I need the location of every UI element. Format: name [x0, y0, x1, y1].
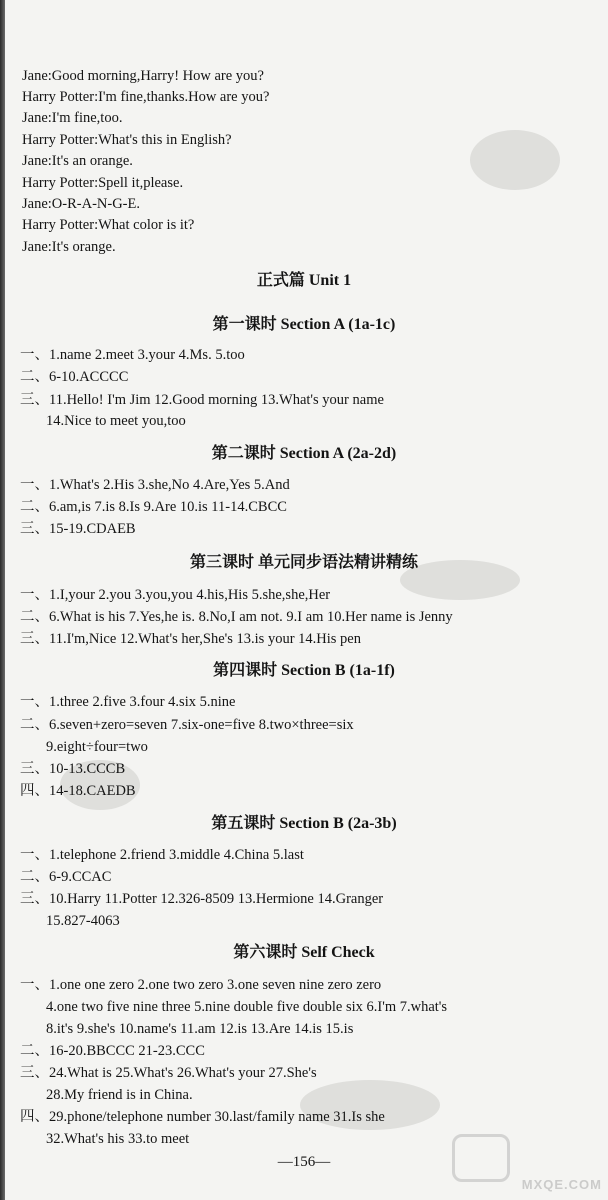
answer-line: 28.My friend is in China.: [46, 1087, 193, 1103]
watermark-text: MXQE.COM: [521, 1177, 602, 1192]
answer-line: 四、14-18.CAEDB: [20, 783, 136, 799]
dialogue-line: Jane:O-R-A-N-G-E.: [22, 196, 140, 212]
answer-line: 三、11.I'm,Nice 12.What's her,She's 13.is your 14.His pen: [20, 631, 361, 647]
answer-line: 一、1.I,your 2.you 3.you,you 4.his,His 5.she,she,Her: [20, 587, 331, 603]
answer-line: 三、10-13.CCCB: [20, 761, 126, 777]
answer-line: 一、1.telephone 2.friend 3.middle 4.China 5.last: [20, 847, 304, 863]
answer-line: 三、15-19.CDAEB: [20, 521, 136, 537]
dialogue-line: Harry Potter:I'm fine,thanks.How are you?: [22, 89, 270, 105]
dialogue-line: Harry Potter:Spell it,please.: [22, 175, 184, 191]
page-number: —156—: [277, 1154, 331, 1170]
answer-line: 一、1.one one zero 2.one two zero 3.one seven nine zero zero: [20, 977, 382, 993]
section-heading: 第一课时 Section A (1a-1c): [212, 316, 396, 333]
answer-line: 四、29.phone/telephone number 30.last/family name 31.Is she: [20, 1109, 385, 1125]
section-heading: 第二课时 Section A (2a-2d): [211, 445, 397, 462]
answer-line: 一、1.What's 2.His 3.she,No 4.Are,Yes 5.And: [20, 477, 290, 493]
answer-line: 二、6-10.ACCCC: [20, 369, 129, 385]
dialogue-line: Harry Potter:What's this in English?: [22, 132, 232, 148]
section-heading: 第六课时 Self Check: [233, 944, 375, 961]
answer-line: 一、1.name 2.meet 3.your 4.Ms. 5.too: [20, 347, 245, 363]
answer-line: 二、16-20.BBCCC 21-23.CCC: [20, 1043, 205, 1059]
watermark-logo: [452, 1132, 602, 1192]
answer-line: 三、11.Hello! I'm Jim 12.Good morning 13.What's your name: [20, 392, 384, 408]
page-edge-shadow: [0, 0, 5, 1200]
answer-line: 二、6.What is his 7.Yes,he is. 8.No,I am not. 9.I am 10.Her name is Jenny: [20, 609, 453, 625]
answer-line: 一、1.three 2.five 3.four 4.six 5.nine: [20, 694, 236, 710]
answer-line: 9.eight÷four=two: [46, 739, 148, 755]
watermark-icon: [452, 1134, 510, 1182]
section-heading: 第五课时 Section B (2a-3b): [211, 815, 397, 832]
answer-line: 32.What's his 33.to meet: [46, 1131, 190, 1147]
section-heading: 第四课时 Section B (1a-1f): [213, 662, 395, 679]
answer-line: 二、6-9.CCAC: [20, 869, 112, 885]
answer-line: 二、6.am,is 7.is 8.Is 9.Are 10.is 11-14.CBCC: [20, 499, 287, 515]
dialogue-line: Jane:I'm fine,too.: [22, 110, 123, 126]
answer-line: 三、24.What is 25.What's 26.What's your 27.She's: [20, 1065, 317, 1081]
paper-speck: [470, 130, 560, 190]
dialogue-line: Harry Potter:What color is it?: [22, 217, 195, 233]
dialogue-line: Jane:It's an orange.: [22, 153, 133, 169]
dialogue-line: Jane:Good morning,Harry! How are you?: [22, 68, 264, 84]
answer-line: 二、6.seven+zero=seven 7.six-one=five 8.two×three=six: [20, 717, 354, 733]
dialogue-line: Jane:It's orange.: [22, 239, 116, 255]
part-title: 正式篇 Unit 1: [256, 272, 352, 289]
answer-line: 8.it's 9.she's 10.name's 11.am 12.is 13.Are 14.is 15.is: [46, 1021, 354, 1037]
answer-line: 14.Nice to meet you,too: [46, 413, 186, 429]
answer-line: 4.one two five nine three 5.nine double five double six 6.I'm 7.what's: [46, 999, 448, 1015]
answer-line: 15.827-4063: [46, 913, 120, 929]
section-heading: 第三课时 单元同步语法精讲精练: [189, 554, 418, 571]
answer-line: 三、10.Harry 11.Potter 12.326-8509 13.Hermione 14.Granger: [20, 891, 384, 907]
